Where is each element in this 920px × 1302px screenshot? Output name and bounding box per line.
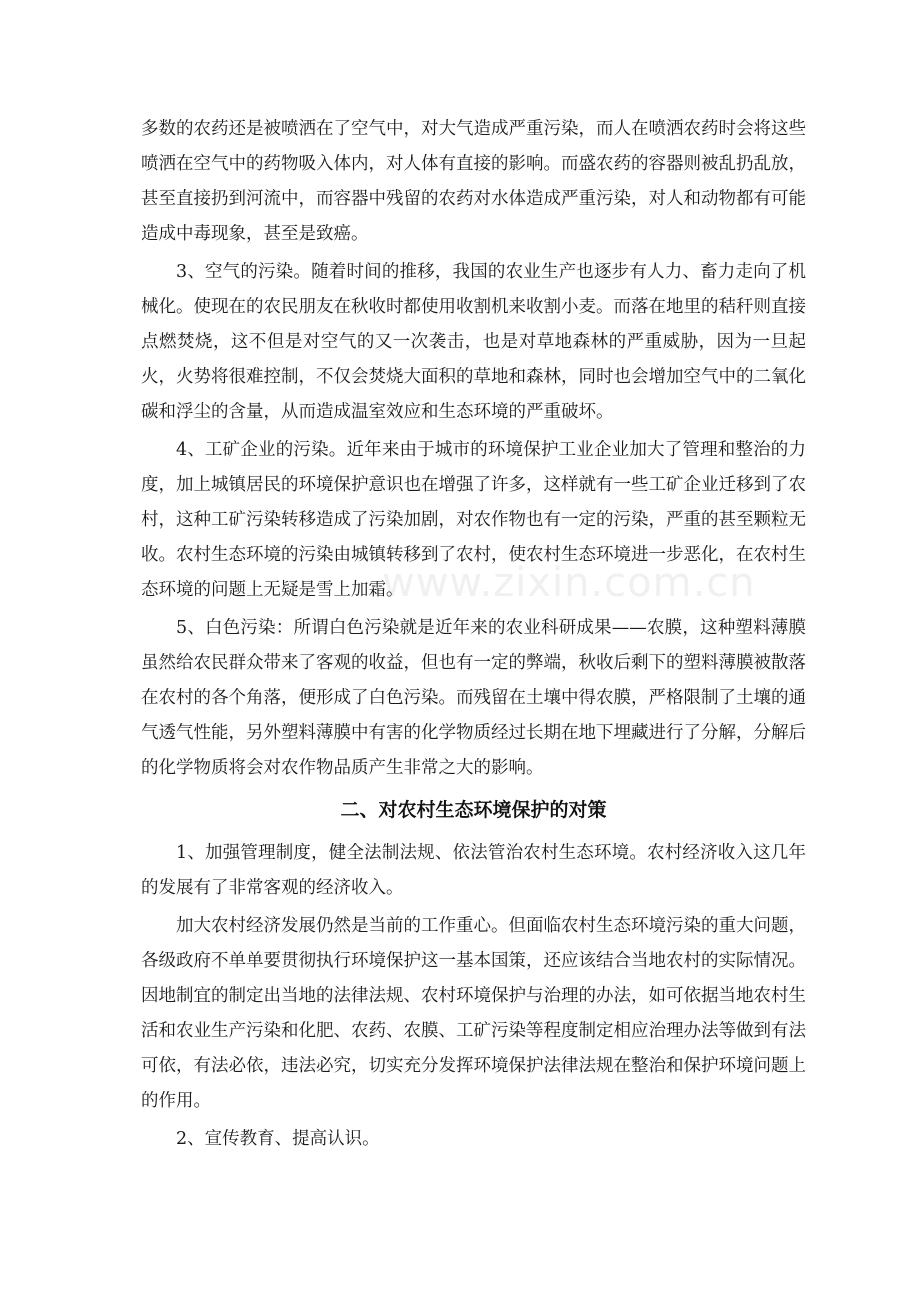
paragraph-industrial-pollution: 4、工矿企业的污染。近年来由于城市的环境保护工业企业加大了管理和整治的力度，加上城镇居民的环境保护意识也在增强了许多，这样就有一些工矿企业迁移到了农村，这种工矿污染转移造成了污染加剧，对农作物也有一定的污染，严重的甚至颗粒无收。农村生态环境的污染由城镇转移到了农村，使农村生态环境进一步恶化，在农村生态环境的问题上无疑是雪上加霜。 (141, 440, 806, 600)
paragraph-pesticide-continued: 多数的农药还是被喷洒在了空气中，对大气造成严重污染，而人在喷洒农药时会将这些喷洒在空气中的药物吸入体内，对人体有直接的影响。而盛农药的容器则被乱扔乱放，甚至直接扔到河流中，而容器中残留的农药对水体造成严重污染，对人和动物都有可能造成中毒现象，甚至是致癌。 (141, 119, 806, 244)
paragraph-economic-development: 加大农村经济发展仍然是当前的工作重心。但面临农村生态环境污染的重大问题，各级政府不单单要贯彻执行环境保护这一基本国策，还应该结合当地农村的实际情况。因地制宜的制定出当地的法律法规、农村环境保护与治理的办法，如可依据当地农村生活和农业生产污染和化肥、农药、农膜、工矿污染等程度制定相应治理办法等做到有法可依，有法必依，违法必究，切实充分发挥环境保护法律法规在整治和保护环境问题上的作用。 (141, 916, 806, 1111)
section-heading: 二、对农村生态环境保护的对策 (340, 799, 607, 821)
paragraph-air-pollution: 3、空气的污染。随着时间的推移，我国的农业生产也逐步有人力、畜力走向了机械化。使现在的农民朋友在秋收时都使用收割机来收割小麦。而落在地里的秸秆则直接点燃焚烧，这不但是对空气的又一次袭击，也是对草地森林的严重威胁，因为一旦起火，火势将很难控制，不仅会焚烧大面积的草地和森林，同时也会增加空气中的二氧化碳和浮尘的含量，从而造成温室效应和生态环境的严重破坏。 (141, 262, 806, 422)
watermark-text: www.zixin.com.cn (382, 560, 756, 606)
paragraph-management-system: 1、加强管理制度，健全法制法规、依法管治农村生态环境。农村经济收入这几年的发展有了非常客观的经济收入。 (141, 843, 806, 898)
document-body (141, 112, 806, 1157)
paragraph-publicity-education: 2、宣传教育、提高认识。 (176, 1129, 380, 1149)
paragraph-white-pollution: 5、白色污染：所谓白色污染就是近年来的农业科研成果——农膜，这种塑料薄膜虽然给农民群众带来了客观的收益，但也有一定的弊端，秋收后剩下的塑料薄膜被散落在农村的各个角落，便形成了白色污染。而残留在土壤中得农膜，严格限制了土壤的通气透气性能，另外塑料薄膜中有害的化学物质经过长期在地下埋藏进行了分解，分解后的化学物质将会对农作物品质产生非常之大的影响。 (141, 618, 806, 778)
